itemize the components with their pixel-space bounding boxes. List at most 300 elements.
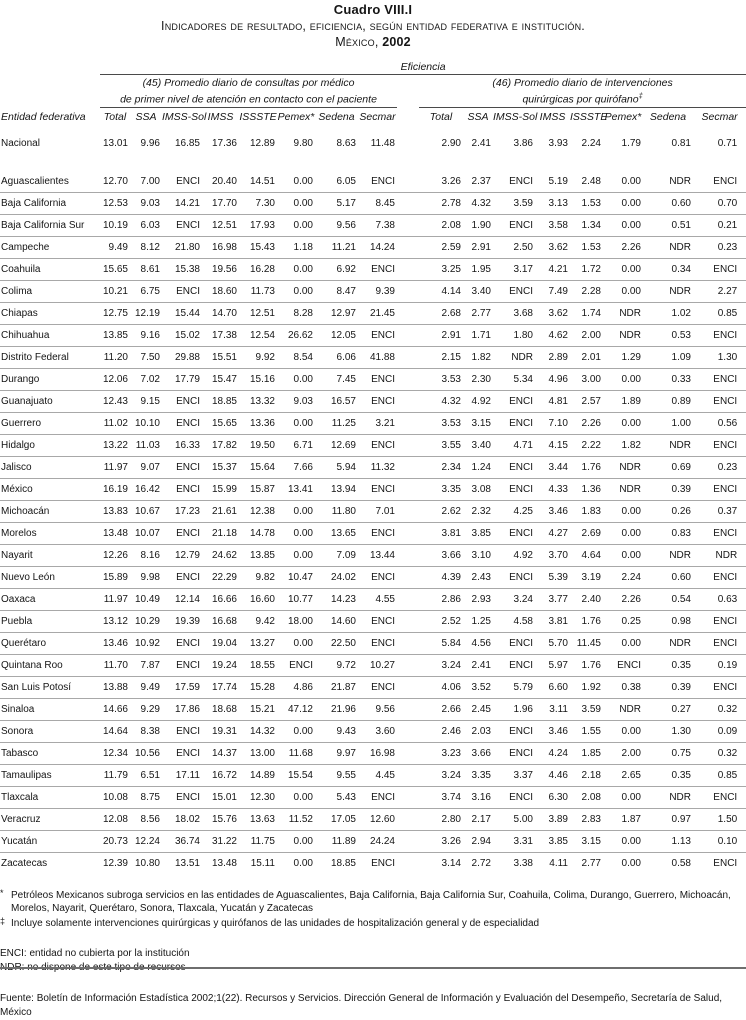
table-cell: 15.43 — [249, 241, 275, 253]
table-cell: 0.00 — [293, 637, 313, 649]
table-cell: 3.19 — [581, 571, 601, 583]
table-row — [0, 522, 746, 544]
table-row — [0, 390, 746, 412]
table-cell: 0.00 — [621, 527, 641, 539]
table-cell: ENCI — [371, 637, 395, 649]
table-cell: 2.89 — [548, 351, 568, 363]
table-cell: 2.69 — [581, 527, 601, 539]
table-cell: 9.49 — [140, 681, 160, 693]
table-row — [0, 742, 746, 764]
table-cell: NDR — [669, 241, 691, 253]
table-cell: 2.65 — [621, 769, 641, 781]
legend-block — [0, 947, 746, 975]
table-cell: 13.65 — [330, 527, 356, 539]
table-cell: 2.45 — [471, 703, 491, 715]
table-cell: 12.89 — [249, 137, 275, 149]
table-cell: 3.35 — [441, 483, 461, 495]
table-cell: 0.38 — [621, 681, 641, 693]
page-subtitle: Indicadores de resultado, eficiencia, según entidad federativa e institución. — [161, 19, 585, 33]
table-cell: 0.00 — [621, 549, 641, 561]
table-cell: 4.96 — [548, 373, 568, 385]
column-header-imss: IMSS — [539, 110, 566, 123]
table-cell: 3.52 — [471, 681, 491, 693]
table-cell: 5.84 — [441, 637, 461, 649]
table-cell: 0.32 — [717, 703, 738, 715]
table-cell: 0.19 — [717, 659, 738, 671]
table-cell: ENCI — [713, 857, 738, 869]
table-cell: 4.92 — [513, 549, 533, 561]
table-cell: 3.89 — [548, 813, 568, 825]
table-cell: 4.71 — [513, 439, 533, 451]
table-cell: 10.19 — [102, 219, 128, 231]
table-cell: ENCI — [371, 263, 395, 275]
table-cell: 11.70 — [103, 659, 128, 671]
table-cell: 10.80 — [134, 857, 160, 869]
table-cell: ENCI — [176, 483, 200, 495]
table-cell: 2.41 — [471, 137, 491, 149]
table-cell: 4.46 — [548, 769, 568, 781]
column-gap — [397, 346, 419, 368]
table-cell: 5.19 — [548, 175, 568, 187]
table-cell: 12.70 — [102, 175, 128, 187]
table-cell: 0.00 — [293, 219, 313, 231]
table-cell: 13.85 — [249, 549, 275, 561]
column-gap — [397, 610, 419, 632]
table-cell: 12.53 — [102, 197, 128, 209]
table-cell: 0.00 — [621, 175, 641, 187]
table-cell: 4.32 — [471, 197, 491, 209]
table-cell: 0.00 — [621, 835, 641, 847]
table-cell: 1.95 — [471, 263, 491, 275]
table-row — [0, 566, 746, 588]
table-cell: 3.38 — [513, 857, 533, 869]
table-row — [0, 808, 746, 830]
entity-column-header: Entidad federativa — [1, 110, 86, 123]
table-cell: 0.33 — [671, 373, 691, 385]
table-cell: 10.29 — [134, 615, 160, 627]
table-cell: 9.16 — [140, 329, 160, 341]
column-gap — [397, 830, 419, 852]
table-cell: ENCI — [371, 527, 395, 539]
table-cell: 18.60 — [211, 285, 237, 297]
row-label: Yucatán — [1, 835, 38, 847]
table-cell: 9.07 — [140, 461, 160, 473]
table-cell: NDR — [669, 549, 691, 561]
table-row — [0, 698, 746, 720]
table-cell: 13.48 — [211, 857, 237, 869]
table-cell: 10.67 — [134, 505, 160, 517]
table-cell: 2.62 — [441, 505, 461, 517]
table-cell: NDR — [619, 703, 641, 715]
table-cell: 3.55 — [441, 439, 461, 451]
table-cell: 1.82 — [621, 439, 641, 451]
row-label: Querétaro — [1, 637, 47, 649]
table-cell: 16.19 — [102, 483, 128, 495]
table-cell: 12.43 — [102, 395, 128, 407]
table-cell: 13.27 — [249, 637, 275, 649]
table-cell: NDR — [669, 637, 691, 649]
table-cell: ENCI — [176, 659, 200, 671]
column-gap — [397, 566, 419, 588]
table-cell: 3.25 — [441, 263, 461, 275]
table-cell: 3.59 — [513, 197, 533, 209]
table-cell: 4.81 — [548, 395, 568, 407]
column-gap — [397, 852, 419, 874]
table-cell: 3.21 — [375, 417, 395, 429]
table-cell: 4.25 — [513, 505, 533, 517]
table-cell: 12.24 — [134, 835, 160, 847]
table-cell: 8.63 — [336, 137, 356, 149]
table-cell: 15.16 — [249, 373, 275, 385]
table-cell: 4.86 — [293, 681, 313, 693]
table-cell: 15.02 — [174, 329, 200, 341]
table-cell: 4.45 — [375, 769, 395, 781]
table-row — [0, 830, 746, 852]
table-cell: 13.01 — [102, 137, 128, 149]
table-cell: ENCI — [371, 373, 395, 385]
row-label: Morelos — [1, 527, 37, 539]
table-cell: 11.21 — [331, 241, 356, 253]
table-cell: 2.26 — [621, 241, 641, 253]
table-cell: 1.89 — [621, 395, 641, 407]
row-label: Tabasco — [1, 747, 39, 759]
footnote-text: Incluye solamente intervenciones quirúrgicas y quirófanos de las unidades de hospitalización general y de especialidad — [11, 917, 540, 929]
footnote-quirofano — [0, 917, 746, 931]
table-cell: 0.70 — [717, 197, 738, 209]
footnotes-block — [0, 889, 746, 931]
table-cell: 0.00 — [621, 197, 641, 209]
column-gap — [397, 456, 419, 478]
row-label: Michoacán — [1, 505, 50, 517]
table-cell: 1.36 — [581, 483, 601, 495]
group-header-row — [0, 75, 746, 108]
table-cell: 0.00 — [621, 285, 641, 297]
table-cell: 2.50 — [513, 241, 533, 253]
table-cell: 11.25 — [331, 417, 356, 429]
table-cell: 10.21 — [102, 285, 128, 297]
table-cell: 11.80 — [331, 505, 356, 517]
column-gap — [397, 258, 419, 280]
table-cell: 4.21 — [548, 263, 568, 275]
table-cell: 3.15 — [581, 835, 601, 847]
column-gap — [397, 786, 419, 808]
table-cell: 0.53 — [671, 329, 691, 341]
table-cell: ENCI — [509, 285, 533, 297]
table-cell: 12.34 — [102, 747, 128, 759]
table-cell: 0.51 — [671, 219, 691, 231]
table-cell: NDR — [619, 329, 641, 341]
table-cell: 11.32 — [370, 461, 395, 473]
table-cell: 12.26 — [102, 549, 128, 561]
table-cell: 12.79 — [174, 549, 200, 561]
group-gap — [397, 75, 419, 108]
table-cell: 22.29 — [211, 571, 237, 583]
table-body — [0, 125, 746, 874]
column-gap — [397, 412, 419, 434]
table-cell: 13.41 — [287, 483, 313, 495]
table-cell: 9.96 — [140, 137, 160, 149]
column-header-issste: ISSSTE — [570, 110, 608, 123]
table-cell: 4.92 — [471, 395, 491, 407]
table-cell: 2.08 — [581, 791, 601, 803]
column-gap — [397, 588, 419, 610]
table-cell: 24.02 — [330, 571, 356, 583]
table-cell: 24.24 — [369, 835, 395, 847]
table-cell: ENCI — [176, 637, 200, 649]
table-row — [0, 258, 746, 280]
table-row — [0, 786, 746, 808]
column-gap — [397, 632, 419, 654]
document-page — [0, 2, 746, 1018]
row-label: Guerrero — [1, 417, 42, 429]
table-cell: NDR — [619, 461, 641, 473]
table-cell: 3.85 — [471, 527, 491, 539]
table-cell: ENCI — [509, 571, 533, 583]
table-cell: ENCI — [371, 439, 395, 451]
table-cell: ENCI — [713, 263, 738, 275]
table-cell: 17.86 — [174, 703, 200, 715]
table-cell: 0.89 — [671, 395, 691, 407]
table-cell: 12.05 — [330, 329, 356, 341]
column-gap — [397, 236, 419, 258]
table-cell: 15.37 — [211, 461, 237, 473]
table-cell: 1.34 — [581, 219, 601, 231]
table-cell: 11.68 — [288, 747, 313, 759]
table-cell: 12.75 — [102, 307, 128, 319]
table-cell: 3.35 — [471, 769, 491, 781]
table-cell: 1.92 — [581, 681, 601, 693]
table-cell: ENCI — [713, 395, 738, 407]
table-cell: 2.77 — [581, 857, 601, 869]
table-cell: 3.46 — [548, 505, 568, 517]
table-cell: ENCI — [176, 791, 200, 803]
row-label: Baja California Sur — [1, 219, 85, 231]
table-cell: 16.33 — [174, 439, 200, 451]
column-gap — [397, 720, 419, 742]
table-cell: 6.51 — [140, 769, 160, 781]
legend-enci: ENCI: entidad no cubierta por la institución — [0, 948, 190, 959]
table-cell: 6.60 — [548, 681, 568, 693]
table-cell: 1.25 — [471, 615, 491, 627]
row-label: San Luis Potosí — [1, 681, 72, 693]
table-cell: 7.66 — [293, 461, 313, 473]
table-row — [0, 280, 746, 302]
table-cell: 17.38 — [211, 329, 237, 341]
table-cell: 0.23 — [717, 461, 738, 473]
table-cell: 4.62 — [548, 329, 568, 341]
column-gap — [397, 544, 419, 566]
table-cell: 9.98 — [140, 571, 160, 583]
table-cell: 0.00 — [293, 285, 313, 297]
table-cell: 11.75 — [250, 835, 275, 847]
table-cell: 14.32 — [249, 725, 275, 737]
table-cell: 14.70 — [211, 307, 237, 319]
column-header-total: Total — [429, 110, 453, 123]
table-cell: ENCI — [509, 747, 533, 759]
table-cell: 17.93 — [249, 219, 275, 231]
table-cell: ENCI — [371, 857, 395, 869]
table-cell: 9.56 — [375, 703, 395, 715]
table-cell: 7.50 — [140, 351, 160, 363]
table-cell: 3.40 — [471, 439, 491, 451]
table-cell: 8.47 — [336, 285, 356, 297]
table-cell: 0.54 — [671, 593, 691, 605]
footnote-pemex — [0, 889, 746, 916]
table-cell: 0.00 — [293, 835, 313, 847]
table-cell: 15.89 — [102, 571, 128, 583]
table-cell: 1.18 — [293, 241, 313, 253]
table-cell: ENCI — [509, 725, 533, 737]
group45-title-line1: (45) Promedio diario de consultas por médico — [142, 77, 355, 89]
table-cell: 2.57 — [581, 395, 601, 407]
table-cell: 0.00 — [621, 637, 641, 649]
table-cell: 2.41 — [471, 659, 491, 671]
table-cell: ENCI — [176, 175, 200, 187]
table-cell: 15.54 — [287, 769, 313, 781]
table-cell: 17.82 — [211, 439, 237, 451]
table-cell: 41.88 — [369, 351, 395, 363]
table-cell: 0.85 — [717, 307, 738, 319]
table-cell: 2.68 — [441, 307, 461, 319]
table-row — [0, 214, 746, 236]
table-cell: ENCI — [371, 615, 395, 627]
table-cell: 17.05 — [330, 813, 356, 825]
table-cell: 5.43 — [336, 791, 356, 803]
table-cell: 11.45 — [576, 637, 601, 649]
row-label: Durango — [1, 373, 40, 385]
table-cell: 0.00 — [621, 857, 641, 869]
table-cell: 3.66 — [471, 747, 491, 759]
table-cell: 15.28 — [249, 681, 275, 693]
table-cell: 3.93 — [548, 137, 568, 149]
table-cell: 0.00 — [621, 725, 641, 737]
table-cell: 1.76 — [581, 615, 601, 627]
table-cell: 7.45 — [336, 373, 356, 385]
table-cell: 7.01 — [375, 505, 395, 517]
column-gap — [397, 764, 419, 786]
table-cell: 14.89 — [249, 769, 275, 781]
table-cell: 2.94 — [471, 835, 491, 847]
table-cell: 5.94 — [336, 461, 356, 473]
table-cell: 3.26 — [441, 835, 461, 847]
table-cell: ENCI — [713, 681, 738, 693]
table-cell: 12.39 — [102, 857, 128, 869]
column-header-imss-sol: IMSS-Sol — [162, 110, 207, 123]
column-gap — [397, 676, 419, 698]
table-cell: 10.10 — [134, 417, 160, 429]
table-cell: 47.12 — [287, 703, 313, 715]
table-cell: 7.10 — [548, 417, 568, 429]
table-cell: ENCI — [371, 681, 395, 693]
table-cell: 26.62 — [287, 329, 313, 341]
table-cell: 0.00 — [293, 857, 313, 869]
table-cell: 13.85 — [102, 329, 128, 341]
table-cell: 3.74 — [441, 791, 461, 803]
table-cell: ENCI — [509, 637, 533, 649]
table-row — [0, 412, 746, 434]
table-cell: 3.37 — [513, 769, 533, 781]
row-label: Hidalgo — [1, 439, 35, 451]
table-cell: 0.69 — [671, 461, 691, 473]
table-cell: 0.00 — [293, 373, 313, 385]
page-title: Cuadro VIII.I — [333, 2, 413, 17]
table-cell: ENCI — [509, 483, 533, 495]
table-cell: 0.27 — [671, 703, 691, 715]
subtitle-year: 2002 — [382, 35, 411, 49]
table-cell: 9.43 — [336, 725, 356, 737]
table-cell: 5.39 — [548, 571, 568, 583]
table-cell: 7.30 — [255, 197, 275, 209]
table-cell: 5.34 — [513, 373, 533, 385]
table-cell: 10.92 — [134, 637, 160, 649]
table-cell: 9.49 — [108, 241, 128, 253]
table-cell: 8.61 — [140, 263, 160, 275]
table-cell: 18.68 — [211, 703, 237, 715]
table-cell: 4.32 — [441, 395, 461, 407]
table-cell: 2.26 — [581, 417, 601, 429]
table-cell: 15.65 — [102, 263, 128, 275]
table-cell: 18.55 — [249, 659, 275, 671]
table-cell: 2.32 — [471, 505, 491, 517]
table-cell: 4.56 — [471, 637, 491, 649]
table-cell: 1.00 — [671, 417, 691, 429]
table-cell: 19.04 — [211, 637, 237, 649]
table-cell: 10.47 — [287, 571, 313, 583]
table-cell: 9.42 — [255, 615, 275, 627]
footnote-marker-dagger: ‡ — [0, 915, 6, 926]
table-cell: 21.61 — [211, 505, 237, 517]
footnote-text: Petróleos Mexicanos subroga servicios en las entidades de Aguascalientes, Baja California, Baja California Sur, Coahuila, Colima, Durango, Guerrero, Michoacán, Morelos, Nayarit, Querétaro, Sonora, Tlaxcala, Yucatán y Zacatecas — [11, 889, 731, 914]
table-cell: 0.39 — [671, 681, 691, 693]
bottom-rule — [0, 967, 746, 969]
table-cell: 3.11 — [549, 703, 568, 715]
table-cell: 1.55 — [581, 725, 601, 737]
table-cell: 0.58 — [671, 857, 691, 869]
table-cell: 3.62 — [548, 241, 568, 253]
table-cell: 0.10 — [717, 835, 738, 847]
table-cell: 12.14 — [174, 593, 200, 605]
table-cell: 11.97 — [103, 461, 128, 473]
table-cell: 13.36 — [249, 417, 275, 429]
table-row — [0, 434, 746, 456]
table-cell: 18.00 — [287, 615, 313, 627]
column-header-sedena: Sedena — [649, 110, 687, 123]
table-row — [0, 346, 746, 368]
table-cell: 16.57 — [330, 395, 356, 407]
table-cell: ENCI — [713, 175, 738, 187]
table-cell: 13.88 — [102, 681, 128, 693]
table-cell: 14.37 — [211, 747, 237, 759]
table-cell: ENCI — [713, 571, 738, 583]
table-cell: 6.92 — [336, 263, 356, 275]
table-row — [0, 654, 746, 676]
table-cell: 19.39 — [174, 615, 200, 627]
legend-ndr: NDR: no dispone de este tipo de recursos — [0, 962, 186, 973]
table-cell: ENCI — [509, 791, 533, 803]
column-header-secmar: Secmar — [359, 110, 396, 123]
table-cell: 8.28 — [293, 307, 313, 319]
table-cell: 2.43 — [471, 571, 491, 583]
table-cell: 8.45 — [375, 197, 395, 209]
table-cell: ENCI — [176, 747, 200, 759]
table-cell: 0.00 — [621, 791, 641, 803]
table-cell: 6.71 — [293, 439, 313, 451]
row-label: Puebla — [1, 615, 33, 627]
table-cell: 12.30 — [249, 791, 275, 803]
table-cell: 1.09 — [671, 351, 691, 363]
table-cell: ENCI — [371, 571, 395, 583]
table-cell: 2.80 — [441, 813, 461, 825]
